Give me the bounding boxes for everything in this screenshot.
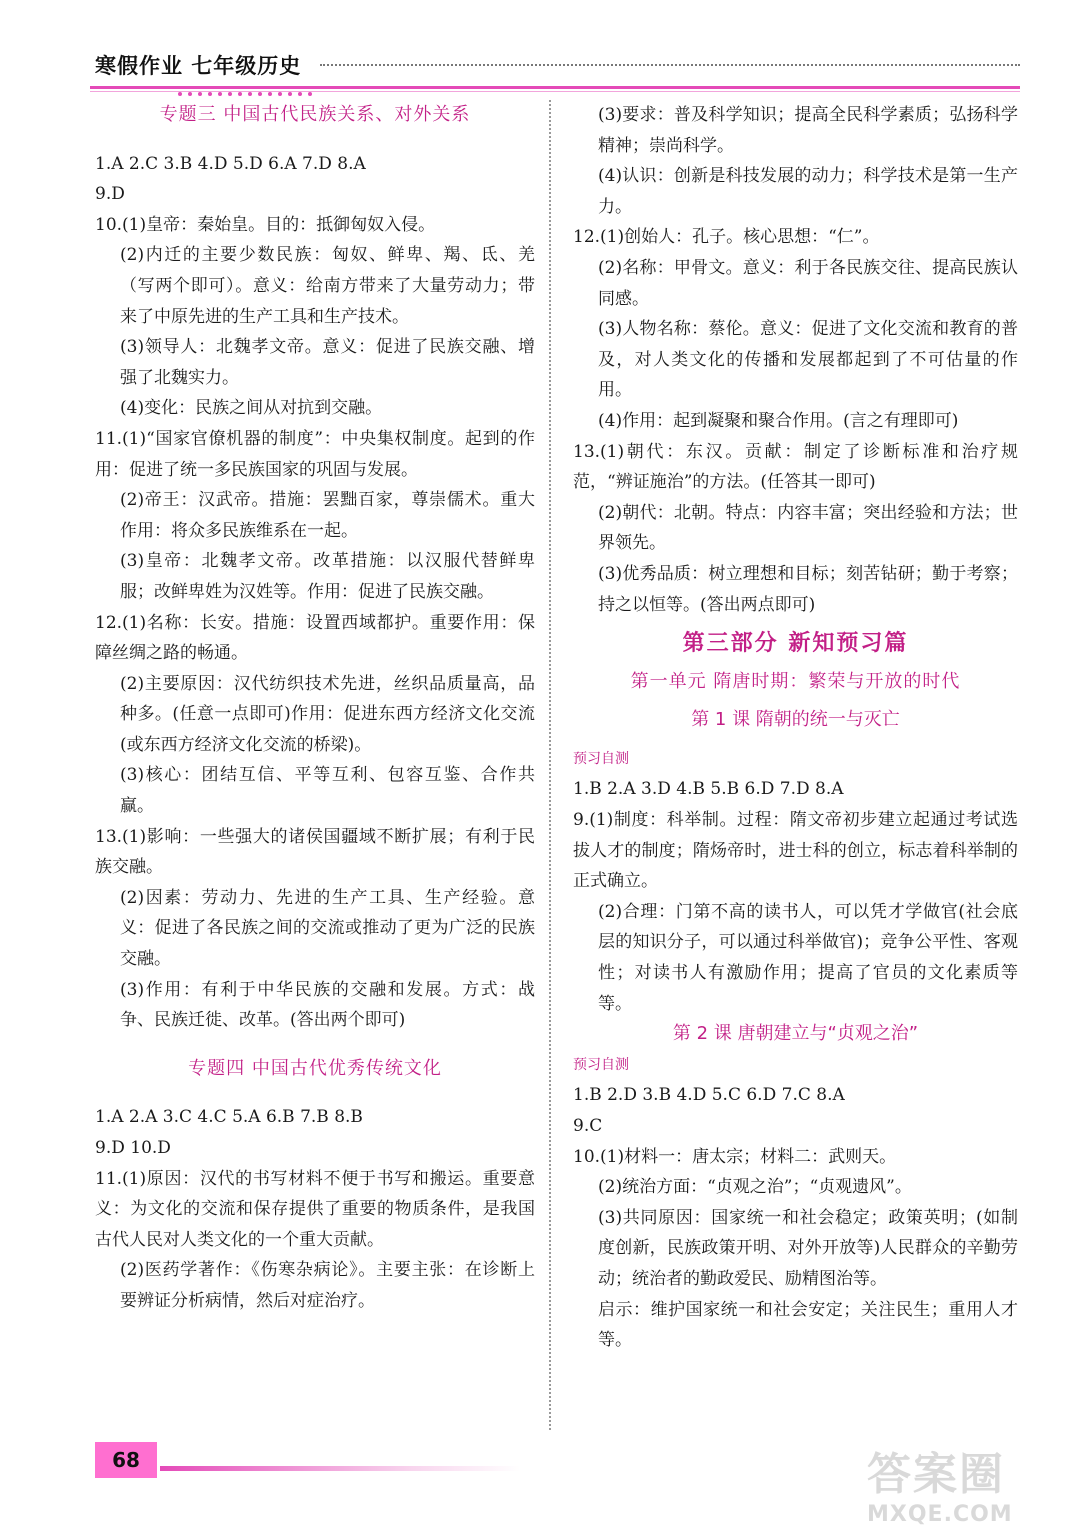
lesson-heading: 第 1 课 隋朝的统一与灭亡: [691, 709, 900, 731]
answer-subitem: (2)主要原因：汉代纺织技术先进，丝织品质量高，品种多。(任意一点即可)作用：促进东西方经济文化交流(或东西方经济文化交流的桥梁)。: [120, 673, 535, 755]
answer-line: 9.D: [95, 184, 125, 205]
answer-line: 1.A 2.C 3.B 4.D 5.D 6.A 7.D 8.A: [95, 153, 366, 174]
answer-subitem: (3)作用：有利于中华民族的交融和发展。方式：战争、民族迁徙、改革。(答出两个即可): [120, 979, 535, 1031]
answer-line: 13.(1)影响：一些强大的诸侯国疆域不断扩展；有利于民族交融。: [95, 826, 535, 878]
watermark-en: MXQE.COM: [867, 1502, 1013, 1527]
spacer: [573, 620, 1018, 628]
answer-subitem: (2)合理：门第不高的读书人，可以凭才学做官(社会底层的知识分子，可以通过科举做官)；竞争公平性、客观性；对读书人有激励作用；提高了官员的文化素质等等。: [598, 901, 1018, 1014]
answer-subitem: (4)认识：创新是科技发展的动力；科学技术是第一生产力。: [598, 166, 1018, 217]
watermark-cn: 答案圈: [867, 1449, 1005, 1500]
topic-heading: 第一单元 隋唐时期：繁荣与开放的时代: [630, 670, 961, 692]
answer-line: 10.(1)材料一：唐太宗；材料二：武则天。: [573, 1146, 897, 1167]
spacer: [573, 697, 1018, 705]
answer-subitem: (3)人物名称：蔡伦。意义：促进了文化交流和教育的普及，对人类文化的传播和发展都起到了不可估量的作用。: [598, 319, 1018, 401]
answer-line: 11.(1)原因：汉代的书写材料不便于书写和搬运。重要意义：为文化的交流和保存提供了重要的物质条件，是我国古代人民对人类文化的一个重大贡献。: [95, 1168, 535, 1250]
answer-subitem: (2)内迁的主要少数民族：匈奴、鲜卑、羯、氐、羌（写两个即可）。意义：给南方带来了大量劳动力；带来了中原先进的生产工具和生产技术。: [120, 245, 535, 327]
left-column: [95, 100, 535, 1317]
answer-line: 13.(1)朝代：东汉。贡献：制定了诊断标准和治疗规范，“辨证施治”的方法。(任答其一即可): [573, 441, 1018, 493]
page-header-title: 寒假作业 七年级历史: [95, 54, 302, 78]
header-decoration: [90, 82, 1020, 96]
answer-subitem: (3)皇帝：北魏孝文帝。改革措施：以汉服代替鲜卑服；改鲜卑姓为汉姓等。作用：促进了民族交融。: [120, 551, 535, 602]
spacer: [95, 1036, 535, 1054]
answer-subitem: 启示：维护国家统一和社会安定；关注民生；重用人才等。: [598, 1299, 1018, 1351]
answer-subitem: (2)统治方面：“贞观之治”；“贞观遗风”。: [598, 1177, 912, 1198]
spacer: [95, 131, 535, 149]
answer-line: 9.C: [573, 1116, 603, 1136]
topic-heading: 专题四 中国古代优秀传统文化: [188, 1057, 442, 1079]
part-heading: 第三部分 新知预习篇: [682, 630, 909, 657]
answer-line: 9.D 10.D: [95, 1138, 171, 1158]
page-number: 68: [95, 1442, 157, 1478]
answer-line: 9.(1)制度：科举制。过程：隋文帝初步建立起通过考试选拔人才的制度；隋炀帝时，进士科的创立，标志着科举制的正式确立。: [573, 810, 1018, 892]
section-tag: 预习自测: [573, 750, 629, 767]
answer-subitem: (3)共同原因：国家统一和社会稳定；政策英明；(如制度创新，民族政策开明、对外开放等)人民群众的辛勤劳动；统治者的勤政爱民、励精图治等。: [598, 1207, 1018, 1289]
lesson-heading: 第 2 课 唐朝建立与“贞观之治”: [672, 1023, 919, 1045]
answer-line: 12.(1)创始人：孔子。核心思想：“仁”。: [573, 227, 880, 248]
answer-subitem: (2)因素：劳动力、先进的生产工具、生产经验。意义：促进了各民族之间的交流或推动了更为广泛的民族交融。: [120, 887, 535, 970]
answer-line: 1.B 2.D 3.B 4.D 5.C 6.D 7.C 8.A: [573, 1085, 845, 1106]
watermark-logo: [867, 1438, 1057, 1528]
answer-subitem: (2)朝代：北朝。特点：内容丰富；突出经验和方法；世界领先。: [598, 502, 1018, 554]
section-tag: 预习自测: [573, 1056, 629, 1073]
answer-line: 10.(1)皇帝：秦始皇。目的：抵御匈奴入侵。: [95, 214, 436, 235]
answer-line: 1.A 2.A 3.C 4.C 5.A 6.B 7.B 8.B: [95, 1107, 363, 1128]
answer-subitem: (2)帝王：汉武帝。措施：罢黜百家，尊崇儒术。重大作用：将众多民族维系在一起。: [120, 490, 535, 541]
answer-subitem: (2)名称：甲骨文。意义：利于各民族交往、提高民族认同感。: [598, 257, 1018, 309]
answer-subitem: (4)变化：民族之间从对抗到交融。: [120, 398, 383, 419]
answer-subitem: (4)作用：起到凝聚和聚合作用。(言之有理即可): [598, 410, 959, 431]
header-dotted-rule: [320, 64, 1020, 66]
spacer: [573, 659, 1018, 667]
answer-subitem: (3)核心：团结互信、平等互利、包容互鉴、合作共赢。: [120, 765, 535, 817]
answer-line: 1.B 2.A 3.D 4.B 5.B 6.D 7.D 8.A: [573, 779, 844, 800]
right-column: [573, 100, 1018, 1356]
spacer: [95, 1084, 535, 1102]
column-divider: [549, 100, 551, 1430]
answer-subitem: (3)要求：普及科学知识；提高全民科学素质；弘扬科学精神；崇尚科学。: [598, 105, 1018, 156]
answer-subitem: (2)医药学著作：《伤寒杂病论》。主要主张：在诊断上要辨证分析病情，然后对症治疗。: [120, 1260, 535, 1311]
spacer: [573, 736, 1018, 744]
answer-line: 11.(1)“国家官僚机器的制度”：中央集权制度。起到的作用：促进了统一多民族国家的巩固与发展。: [95, 428, 535, 480]
topic-heading: 专题三 中国古代民族关系、对外关系: [159, 104, 471, 125]
answer-line: 12.(1)名称：长安。措施：设置西域都护。重要作用：保障丝绸之路的畅通。: [95, 612, 535, 664]
footer-decoration: [160, 1466, 520, 1471]
answer-subitem: (3)优秀品质：树立理想和目标；刻苦钻研；勤于考察；持之以恒等。(答出两点即可): [598, 563, 1018, 615]
answer-subitem: (3)领导人：北魏孝文帝。意义：促进了民族交融、增强了北魏实力。: [120, 337, 535, 388]
